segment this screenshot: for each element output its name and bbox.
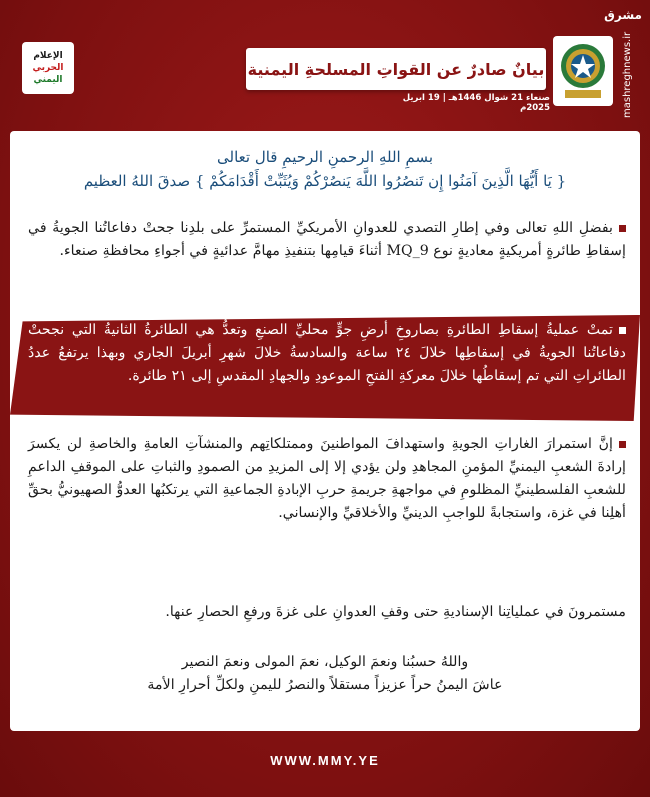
basmala <box>40 145 610 193</box>
paragraph-3-text: إنَّ استمرارَ الغاراتِ الجويةِ واستهدافَ المواطنينَ وممتلكاتِهم والمنشآتِ العامةِ والخاصةِ لن يكسرَ إرادةَ الشعبِ اليمنيِّ المؤمنِ المجاهدِ ولن يؤدي إلا إلى المزيدِ من الصمودِ والثباتِ على الموقفِ الداعمِ للشعبِ الفلسطينيِّ المظلومِ في مواجهةِ جريمةِ حربِ الإبادةِ الجماعيةِ التي يرتكبُها العدوُّ الصهيونيُّ بحقِّ أهلِنا في غزة، واستجابةً للواجبِ الدينيِّ والأخلاقيِّ والإنساني. <box>28 436 626 521</box>
logo-line-2: الحربي <box>32 63 64 73</box>
footer <box>0 740 650 780</box>
paragraph-1-text: بفضلِ اللهِ تعالى وفي إطارِ التصدي للعدوانِ الأمريكيِّ المستمرِّ على بلدِنا جحتْ دفاعاتُنا الجويةُ في إسقاطِ طائرةٍ أمريكيةٍ معاديةٍ نوع MQ_9 أثناءَ قيامِها بتنفيذِ مهامَّ عدائيةٍ في أجواءِ محافظةِ صنعاء. <box>28 220 626 259</box>
statement-date: صنعاء 21 شوال 1446هـ | 19 ابريل 2025م <box>402 93 550 113</box>
website-link[interactable]: WWW.MMY.YE <box>270 752 380 768</box>
paragraph-4-text: مستمرونَ في عملياتِنا الإسناديةِ حتى وقفِ العدوانِ على غزةَ ورفعِ الحصارِ عنها. <box>165 604 626 620</box>
bullet-icon <box>619 441 626 448</box>
paragraph-2-text: تمتْ عمليةُ إسقاطِ الطائرةِ بصاروخِ أرضِ جوٍّ محليِّ الصنعِ وتعدُّ هي الطائرةُ الثانيةُ التي نجحتْ دفاعاتُنا الجويةُ في إسقاطِها خلالَ ٢٤ ساعة والسادسةُ خلالَ شهرِ أبريلَ الجاري وبهذا يرتفعُ عددُ الطائراتِ التي تم إسقاطُها خلالَ معركةِ الفتحِ الموعودِ والجهادِ المقدسِ إلى ٢١ طائرة. <box>28 322 626 384</box>
closing-line-1: واللهُ حسبُنا ونعمَ الوكيل، نعمَ المولى ونعمَ النصير <box>181 654 469 670</box>
closing-line-2: عاشَ اليمنُ حراً عزيزاً مستقلاً والنصرُ لليمنِ ولكلِّ أحرارِ الأمة <box>147 677 503 693</box>
basmala-line-1: بسمِ اللهِ الرحمنِ الرحيمِ قال تعالى <box>217 148 433 166</box>
closing <box>40 651 610 697</box>
paragraph-2 <box>28 319 626 388</box>
logo-line-3: اليمني <box>33 75 63 85</box>
site-watermark: mashreghnews.ir <box>622 31 633 119</box>
mashregh-watermark: مشرق <box>604 8 642 22</box>
quran-verse: { يَا أَيُّهَا الَّذِينَ آمَنُوا إِن تَنصُرُوا اللَّهَ يَنصُرْكُمْ وَيُثَبِّتْ أَقْدَامَكُمْ } صدقَ اللهُ العظيم <box>83 172 567 190</box>
logo-line-1: الإعلام <box>33 51 63 61</box>
armed-forces-emblem-icon <box>553 36 613 106</box>
statement-card <box>10 131 640 731</box>
bullet-icon <box>619 327 626 334</box>
paragraph-4 <box>28 601 626 624</box>
paragraph-3 <box>28 433 626 525</box>
bullet-icon <box>619 225 626 232</box>
statement-title-bar <box>246 48 546 90</box>
military-media-logo <box>22 42 74 94</box>
paragraph-1 <box>28 217 626 263</box>
header <box>0 0 650 125</box>
statement-title: بيانٌ صادرٌ عن القواتِ المسلحةِ اليمنية <box>247 59 545 79</box>
